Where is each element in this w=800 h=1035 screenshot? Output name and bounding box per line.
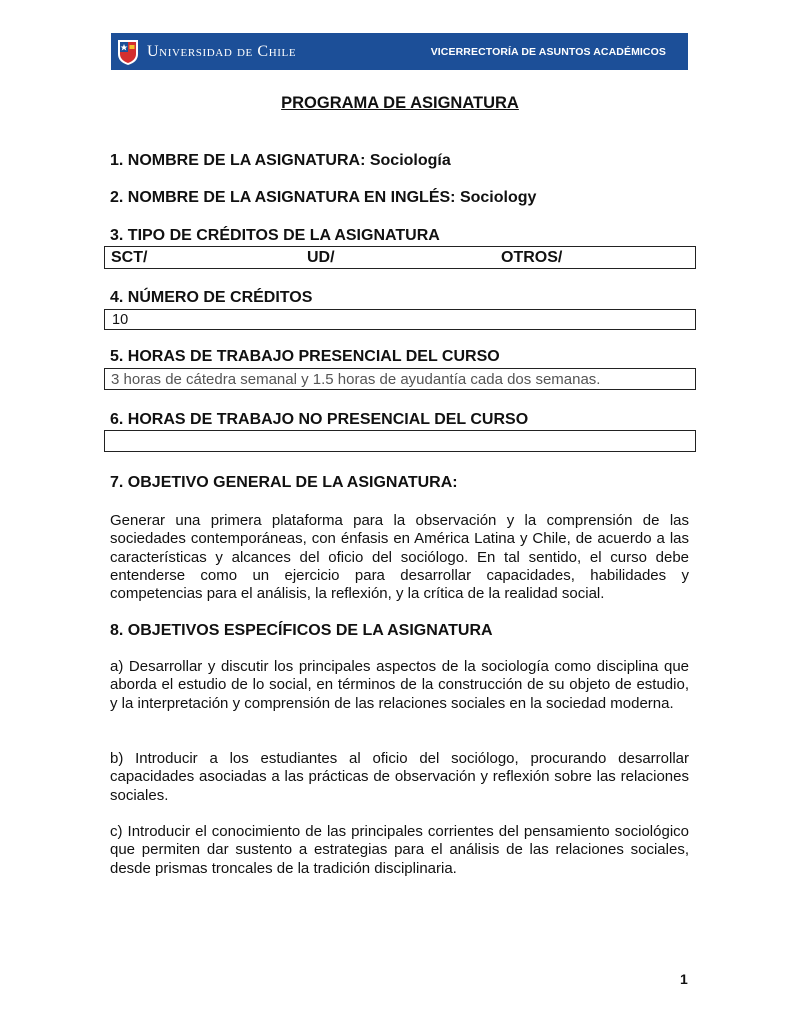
- section-6-heading: 6. HORAS DE TRABAJO NO PRESENCIAL DEL CURSO: [110, 411, 529, 428]
- general-objective-text: Generar una primera plataforma para la observación y la comprensión de las sociedades contemporáneas, con énfasis en América Latina y Chile, de acuerdo a las características y alcances del oficio del sociólogo. En tal sentido, el curso debe entenderse como un ejercicio para desarrollar capacidades, habilidades y competencias para el análisis, la reflexión, y la crítica de la realidad social.: [110, 512, 689, 603]
- section-8-heading: 8. OBJETIVOS ESPECÍFICOS DE LA ASIGNATURA: [110, 622, 493, 639]
- vicerrectoria-label: VICERRECTORÍA DE ASUNTOS ACADÉMICOS: [430, 45, 666, 58]
- page-title-text: PROGRAMA DE ASIGNATURA: [281, 94, 519, 112]
- credit-type-ud: UD/: [307, 249, 335, 266]
- page-title: [0, 94, 800, 113]
- section-2-heading: 2. NOMBRE DE LA ASIGNATURA EN INGLÉS: Sociology: [110, 189, 537, 206]
- specific-objective-c: c) Introducir el conocimiento de las principales corrientes del pensamiento sociológico que permiten dar sustento a estrategias para el análisis de las relaciones sociales, desde prismas troncales de la tradición disciplinaria.: [110, 823, 689, 877]
- credits-number-box: [104, 309, 696, 330]
- credits-number-value: 10: [112, 312, 129, 328]
- specific-objective-b: b) Introducir a los estudiantes al oficio del sociólogo, procurando desarrollar capacidades asociadas a las prácticas de observación y reflexión sobre las relaciones sociales.: [110, 750, 689, 804]
- university-banner: [111, 33, 688, 70]
- specific-objective-a: a) Desarrollar y discutir los principales aspectos de la sociología como disciplina que aborda el estudio de lo social, en términos de la construcción de su objeto de estudio, y la interpretación y comprensión de las relaciones sociales en la sociedad moderna.: [110, 658, 689, 712]
- credit-type-sct: SCT/: [111, 249, 148, 266]
- presential-hours-box: [104, 368, 696, 390]
- page-number: 1: [680, 971, 688, 987]
- credit-type-box: [104, 246, 696, 269]
- credit-type-otros: OTROS/: [501, 249, 563, 266]
- presential-hours-value: 3 horas de cátedra semanal y 1.5 horas de ayudantía cada dos semanas.: [111, 371, 601, 388]
- university-name: Universidad de Chile: [147, 42, 297, 60]
- section-1-heading: 1. NOMBRE DE LA ASIGNATURA: Sociología: [110, 152, 451, 169]
- section-5-heading: 5. HORAS DE TRABAJO PRESENCIAL DEL CURSO: [110, 348, 500, 365]
- section-4-heading: 4. NÚMERO DE CRÉDITOS: [110, 289, 313, 306]
- section-7-heading: 7. OBJETIVO GENERAL DE LA ASIGNATURA:: [110, 474, 458, 491]
- banner-brand: [117, 38, 296, 66]
- university-crest-icon: [117, 38, 139, 66]
- non-presential-hours-box: [104, 430, 696, 452]
- section-3-heading: 3. TIPO DE CRÉDITOS DE LA ASIGNATURA: [110, 227, 440, 244]
